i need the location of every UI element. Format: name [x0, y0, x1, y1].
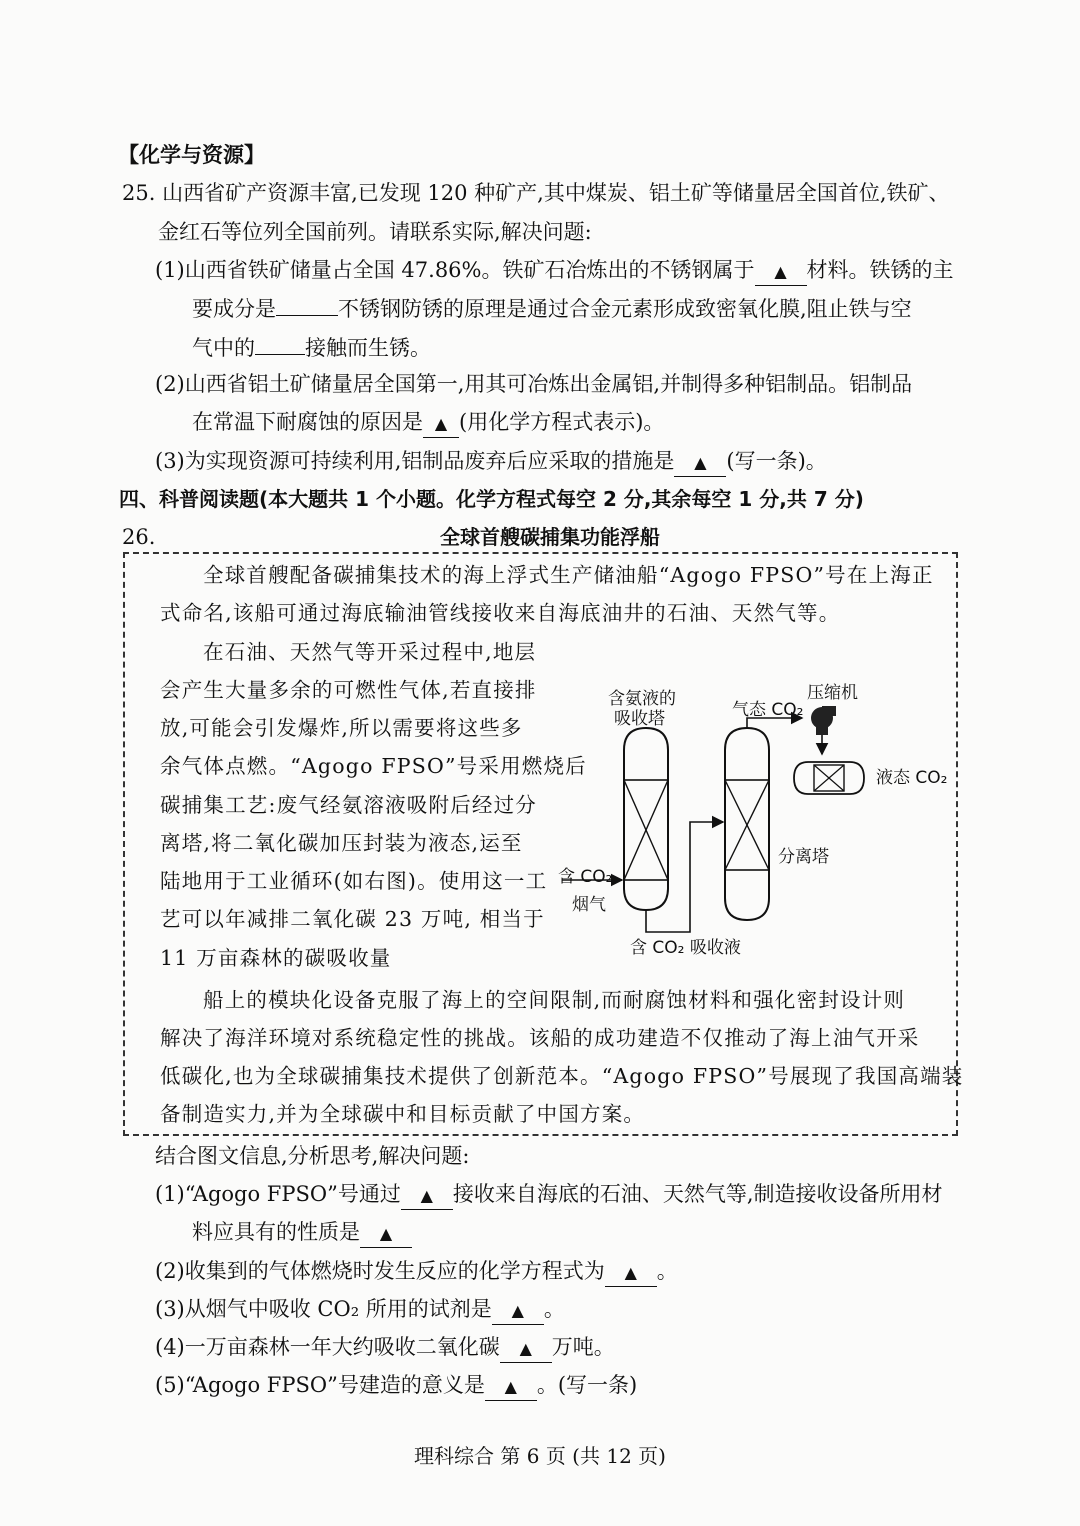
- q26-sub3: (3)从烟气中吸收 CO₂ 所用的试剂是 ▲ 。: [155, 1294, 565, 1325]
- article-line: 式命名,该船可通过海底输油管线接收来自海底油井的石油、天然气等。: [160, 601, 841, 625]
- article-line: 碳捕集工艺:废气经氨溶液吸附后经过分: [160, 793, 538, 817]
- q26-sub4: (4)一万亩森林一年大约吸收二氧化碳 ▲ 万吨。: [155, 1332, 615, 1363]
- section-heading: 【化学与资源】: [118, 143, 265, 167]
- article-title: 全球首艘碳捕集功能浮船: [440, 525, 660, 549]
- q25-stem-line1: 25. 山西省矿产资源丰富,已发现 120 种矿产,其中煤炭、铝土矿等储量居全国首位,铁矿、: [122, 181, 950, 205]
- answer-blank[interactable]: ▲: [492, 1296, 544, 1325]
- answer-blank[interactable]: ▲: [423, 409, 459, 438]
- absorption-tower: [624, 728, 668, 910]
- q26-sub2: (2)收集到的气体燃烧时发生反应的化学方程式为 ▲ 。: [155, 1256, 678, 1287]
- absorbent-flow-arrow: [646, 822, 723, 932]
- compressor-label: 压缩机: [807, 683, 858, 703]
- part4-heading: 四、科普阅读题(本大题共 1 个小题。化学方程式每空 2 分,其余每空 1 分,共 7 分): [119, 487, 864, 511]
- answer-blank[interactable]: ▲: [674, 448, 726, 477]
- article-line: 船上的模块化设备克服了海上的空间限制,而耐腐蚀材料和强化密封设计则: [203, 988, 906, 1012]
- answer-blank[interactable]: ▲: [605, 1258, 657, 1287]
- liquid-co2-label: 液态 CO₂: [876, 768, 948, 788]
- answer-blank[interactable]: [255, 354, 305, 355]
- carbon-capture-diagram: [550, 670, 960, 970]
- article-line: 离塔,将二氧化碳加压封装为液态,运至: [160, 831, 523, 855]
- q25-part3: (3)为实现资源可持续利用,铝制品废弃后应采取的措施是 ▲ (写一条)。: [155, 446, 827, 477]
- q25-part1-line2: 要成分是 不锈钢防锈的原理是通过合金元素形成致密氧化膜,阻止铁与空: [192, 297, 912, 321]
- q25-part2-line1: (2)山西省铝土矿储量居全国第一,用其可冶炼出金属铝,并制得多种铝制品。铝制品: [155, 372, 913, 396]
- answer-blank[interactable]: [276, 315, 338, 316]
- absorption-tower-label: 含氨液的: [608, 689, 676, 709]
- answer-blank[interactable]: ▲: [485, 1372, 537, 1401]
- article-line: 会产生大量多余的可燃性气体,若直接排: [160, 678, 537, 702]
- article-line: 解决了海洋环境对系统稳定性的挑战。该船的成功建造不仅推动了海上油气开采: [160, 1026, 920, 1050]
- article-line: 在石油、天然气等开采过程中,地层: [203, 640, 537, 664]
- gas-co2-label: 气态 CO₂: [732, 700, 804, 720]
- absorbent-label: 含 CO₂ 吸收液: [630, 938, 741, 958]
- inlet-label: 含 CO₂: [558, 867, 613, 887]
- page-footer: 理科综合 第 6 页 (共 12 页): [414, 1444, 666, 1468]
- article-line: 艺可以年减排二氧化碳 23 万吨, 相当于: [160, 907, 545, 931]
- article-line: 全球首艘配备碳捕集技术的海上浮式生产储油船“Agogo FPSO”号在上海正: [203, 563, 934, 587]
- separation-tower: [725, 728, 769, 920]
- article-line: 陆地用于工业循环(如右图)。使用这一工: [160, 869, 548, 893]
- inlet-label: 烟气: [572, 895, 606, 915]
- article-line: 放,可能会引发爆炸,所以需要将这些多: [160, 716, 523, 740]
- q26-sub1-line2: 料应具有的性质是 ▲: [192, 1217, 412, 1248]
- article-line: 低碳化,也为全球碳捕集技术提供了创新范本。“Agogo FPSO”号展现了我国高端装: [160, 1064, 964, 1088]
- q26-number: 26.: [122, 525, 156, 549]
- article-line: 备制造实力,并为全球碳中和目标贡献了中国方案。: [160, 1102, 646, 1126]
- q26-sub1-line1: (1)“Agogo FPSO”号通过 ▲ 接收来自海底的石油、天然气等,制造接收设备所用材: [155, 1179, 943, 1210]
- q25-stem-line2: 金红石等位列全国前列。请联系实际,解决问题:: [158, 220, 592, 244]
- answer-blank[interactable]: ▲: [755, 257, 807, 286]
- q25-part2-line2: 在常温下耐腐蚀的原因是 ▲ (用化学方程式表示)。: [192, 407, 664, 438]
- liquid-co2-tank: [794, 762, 864, 794]
- separator-label: 分离塔: [778, 847, 829, 867]
- article-line: 11 万亩森林的碳吸收量: [160, 946, 392, 970]
- article-line: 余气体点燃。“Agogo FPSO”号采用燃烧后: [160, 754, 587, 778]
- absorption-tower-label: 吸收塔: [614, 709, 665, 729]
- q25-part1-line3: 气中的 接触而生锈。: [192, 336, 431, 360]
- q26-instruction: 结合图文信息,分析思考,解决问题:: [155, 1144, 470, 1168]
- compressor-icon: [811, 706, 836, 754]
- answer-blank[interactable]: ▲: [500, 1334, 552, 1363]
- q25-part1-line1: (1)山西省铁矿储量占全国 47.86%。铁矿石冶炼出的不锈钢属于 ▲ 材料。铁锈的主: [155, 255, 954, 286]
- answer-blank[interactable]: ▲: [401, 1181, 453, 1210]
- answer-blank[interactable]: ▲: [360, 1219, 412, 1248]
- q26-sub5: (5)“Agogo FPSO”号建造的意义是 ▲ 。(写一条): [155, 1370, 637, 1401]
